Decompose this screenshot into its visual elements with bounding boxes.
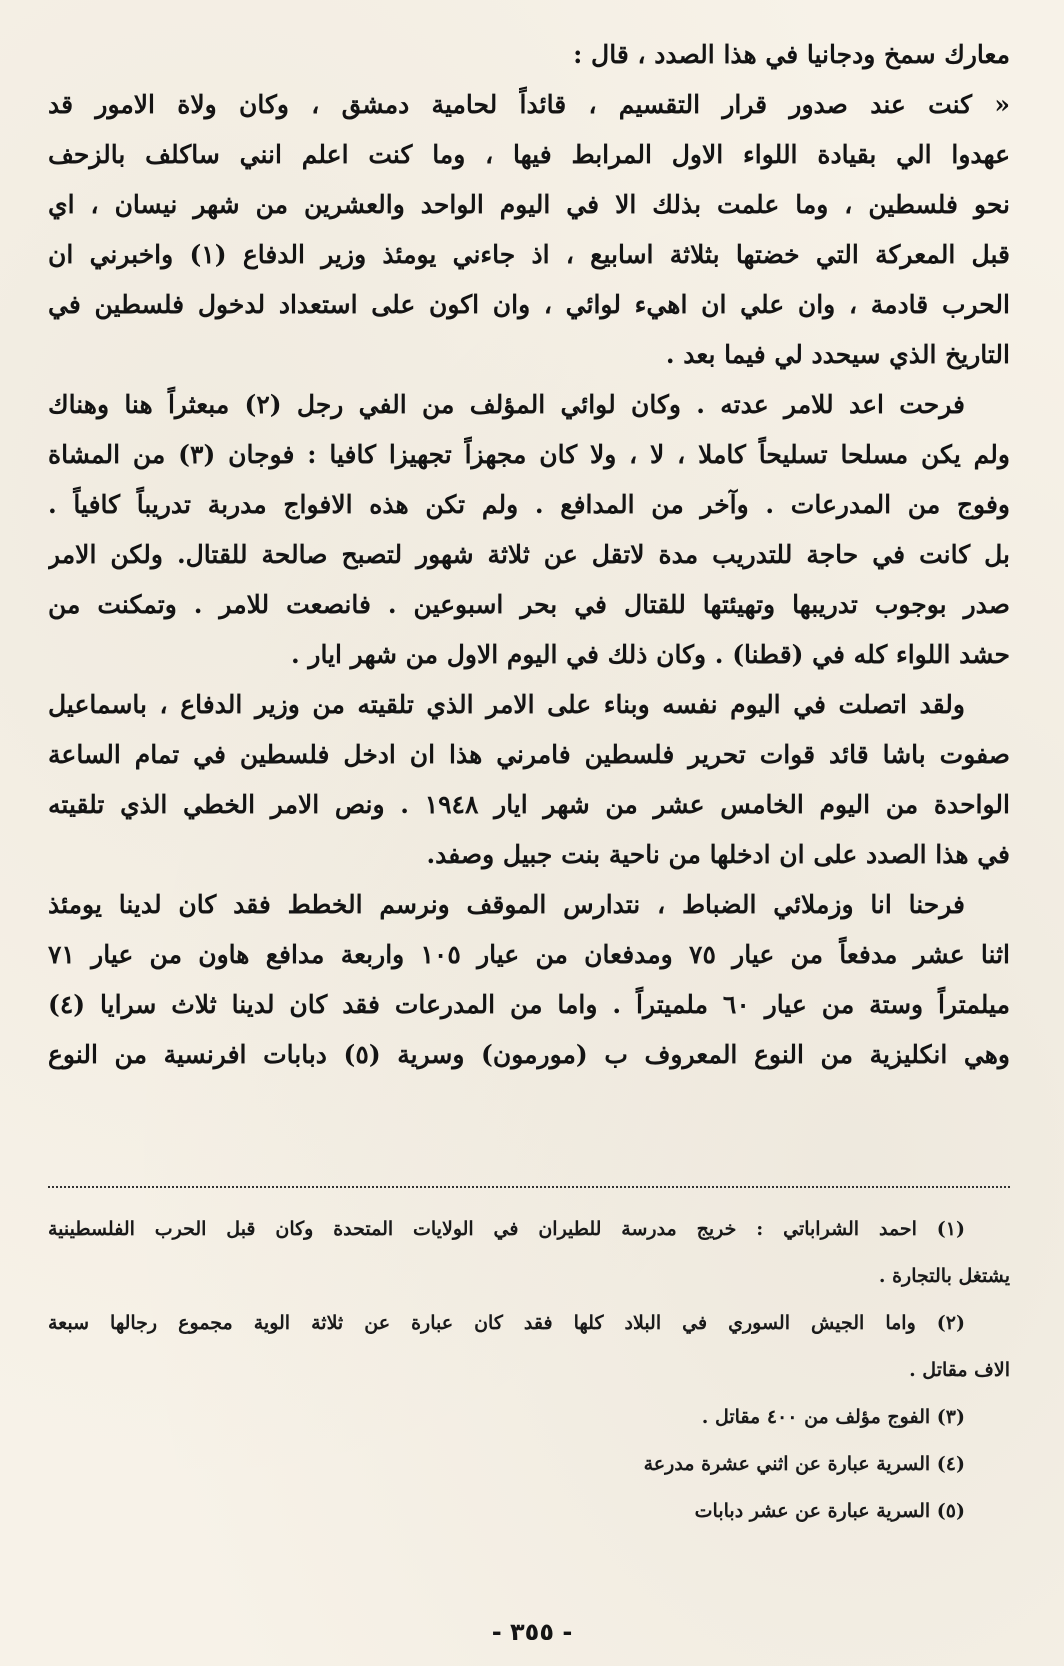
footnote-line: (٤) السرية عبارة عن اثني عشرة مدرعة — [643, 1453, 965, 1475]
text-line: فرحنا انا وزملائي الضباط ، نتدارس الموقف ونرسم الخطط فقد كان لدينا يومئذ — [48, 890, 965, 919]
text-line: ولم يكن مسلحا تسليحاً كاملا ، لا ، ولا كان مجهزاً تجهيزا كافيا : فوجان (٣) من المشاة — [48, 440, 1010, 469]
text-line: اثنا عشر مدفعاً من عيار ٧٥ ومدفعان من عيار ١٠٥ واربعة مدافع هاون من عيار ٧١ — [48, 940, 1010, 969]
text-line: عهدوا الي بقيادة اللواء الاول المرابط فيها ، وما كنت اعلم انني ساكلف بالزحف — [48, 140, 1010, 169]
footnote-line: يشتغل بالتجارة . — [878, 1265, 1010, 1287]
text-line: التاريخ الذي سيحدد لي فيما بعد . — [665, 340, 1010, 369]
text-line: وفوج من المدرعات . وآخر من المدافع . ولم تكن هذه الافواج مدربة تدريباً كافياً . — [48, 490, 1010, 519]
footnote-line: (٥) السرية عبارة عن عشر دبابات — [694, 1500, 965, 1522]
footnote-line: (٣) الفوج مؤلف من ٤٠٠ مقاتل . — [701, 1406, 965, 1428]
text-line: ميلمتراً وستة من عيار ٦٠ ملميتراً . واما من المدرعات فقد كان لدينا ثلاث سرايا (٤) — [48, 990, 1010, 1019]
footnote-line: (٢) واما الجيش السوري في البلاد كلها فقد كان عبارة عن ثلاثة الوية مجموع رجالها سبعة — [48, 1312, 965, 1334]
text-line: قبل المعركة التي خضتها بثلاثة اسابيع ، اذ جاءني يومئذ وزير الدفاع (١) واخبرني ان — [48, 240, 1010, 269]
text-line: حشد اللواء كله في (قطنا) . وكان ذلك في اليوم الاول من شهر ايار . — [290, 640, 1010, 669]
page-number: - ٣٥٥ - — [491, 1618, 573, 1646]
text-line: صدر بوجوب تدريبها وتهيئتها للقتال في بحر اسبوعين . فانصعت للامر . وتمكنت من — [48, 590, 1010, 619]
text-line: « كنت عند صدور قرار التقسيم ، قائداً لحامية دمشق ، وكان ولاة الامور قد — [48, 90, 1010, 119]
footnote-separator — [48, 1186, 1010, 1188]
footnote-line: (١) احمد الشراباتي : خريج مدرسة للطيران في الولايات المتحدة وكان قبل الحرب الفلسطينية — [48, 1218, 965, 1240]
main-text — [48, 30, 1010, 1080]
text-line: بل كانت في حاجة للتدريب مدة لاتقل عن ثلاثة شهور لتصبح صالحة للقتال. ولكن الامر — [48, 540, 1010, 569]
text-line: الواحدة من اليوم الخامس عشر من شهر ايار ١٩٤٨ . ونص الامر الخطي الذي تلقيته — [48, 790, 1010, 819]
text-line: الحرب قادمة ، وان علي ان اهيء لوائي ، وان اكون على استعداد لدخول فلسطين في — [48, 290, 1010, 319]
footnote-line: الاف مقاتل . — [909, 1359, 1010, 1381]
footnotes — [48, 1206, 1010, 1535]
text-line: نحو فلسطين ، وما علمت بذلك الا في اليوم الواحد والعشرين من شهر نيسان ، اي — [48, 190, 1010, 219]
text-line: وهي انكليزية من النوع المعروف ب (مورمون) وسرية (٥) دبابات افرنسية من النوع — [48, 1040, 1010, 1069]
text-line: في هذا الصدد على ان ادخلها من ناحية بنت جبيل وصفد. — [426, 840, 1010, 869]
text-line: فرحت اعد للامر عدته . وكان لوائي المؤلف من الفي رجل (٢) مبعثراً هنا وهناك — [48, 390, 965, 419]
text-line: ولقد اتصلت في اليوم نفسه وبناء على الامر الذي تلقيته من وزير الدفاع ، باسماعيل — [48, 690, 965, 719]
text-line: معارك سمخ ودجانيا في هذا الصدد ، قال : — [573, 40, 1010, 69]
text-line: صفوت باشا قائد قوات تحرير فلسطين فامرني هذا ان ادخل فلسطين في تمام الساعة — [48, 740, 1010, 769]
